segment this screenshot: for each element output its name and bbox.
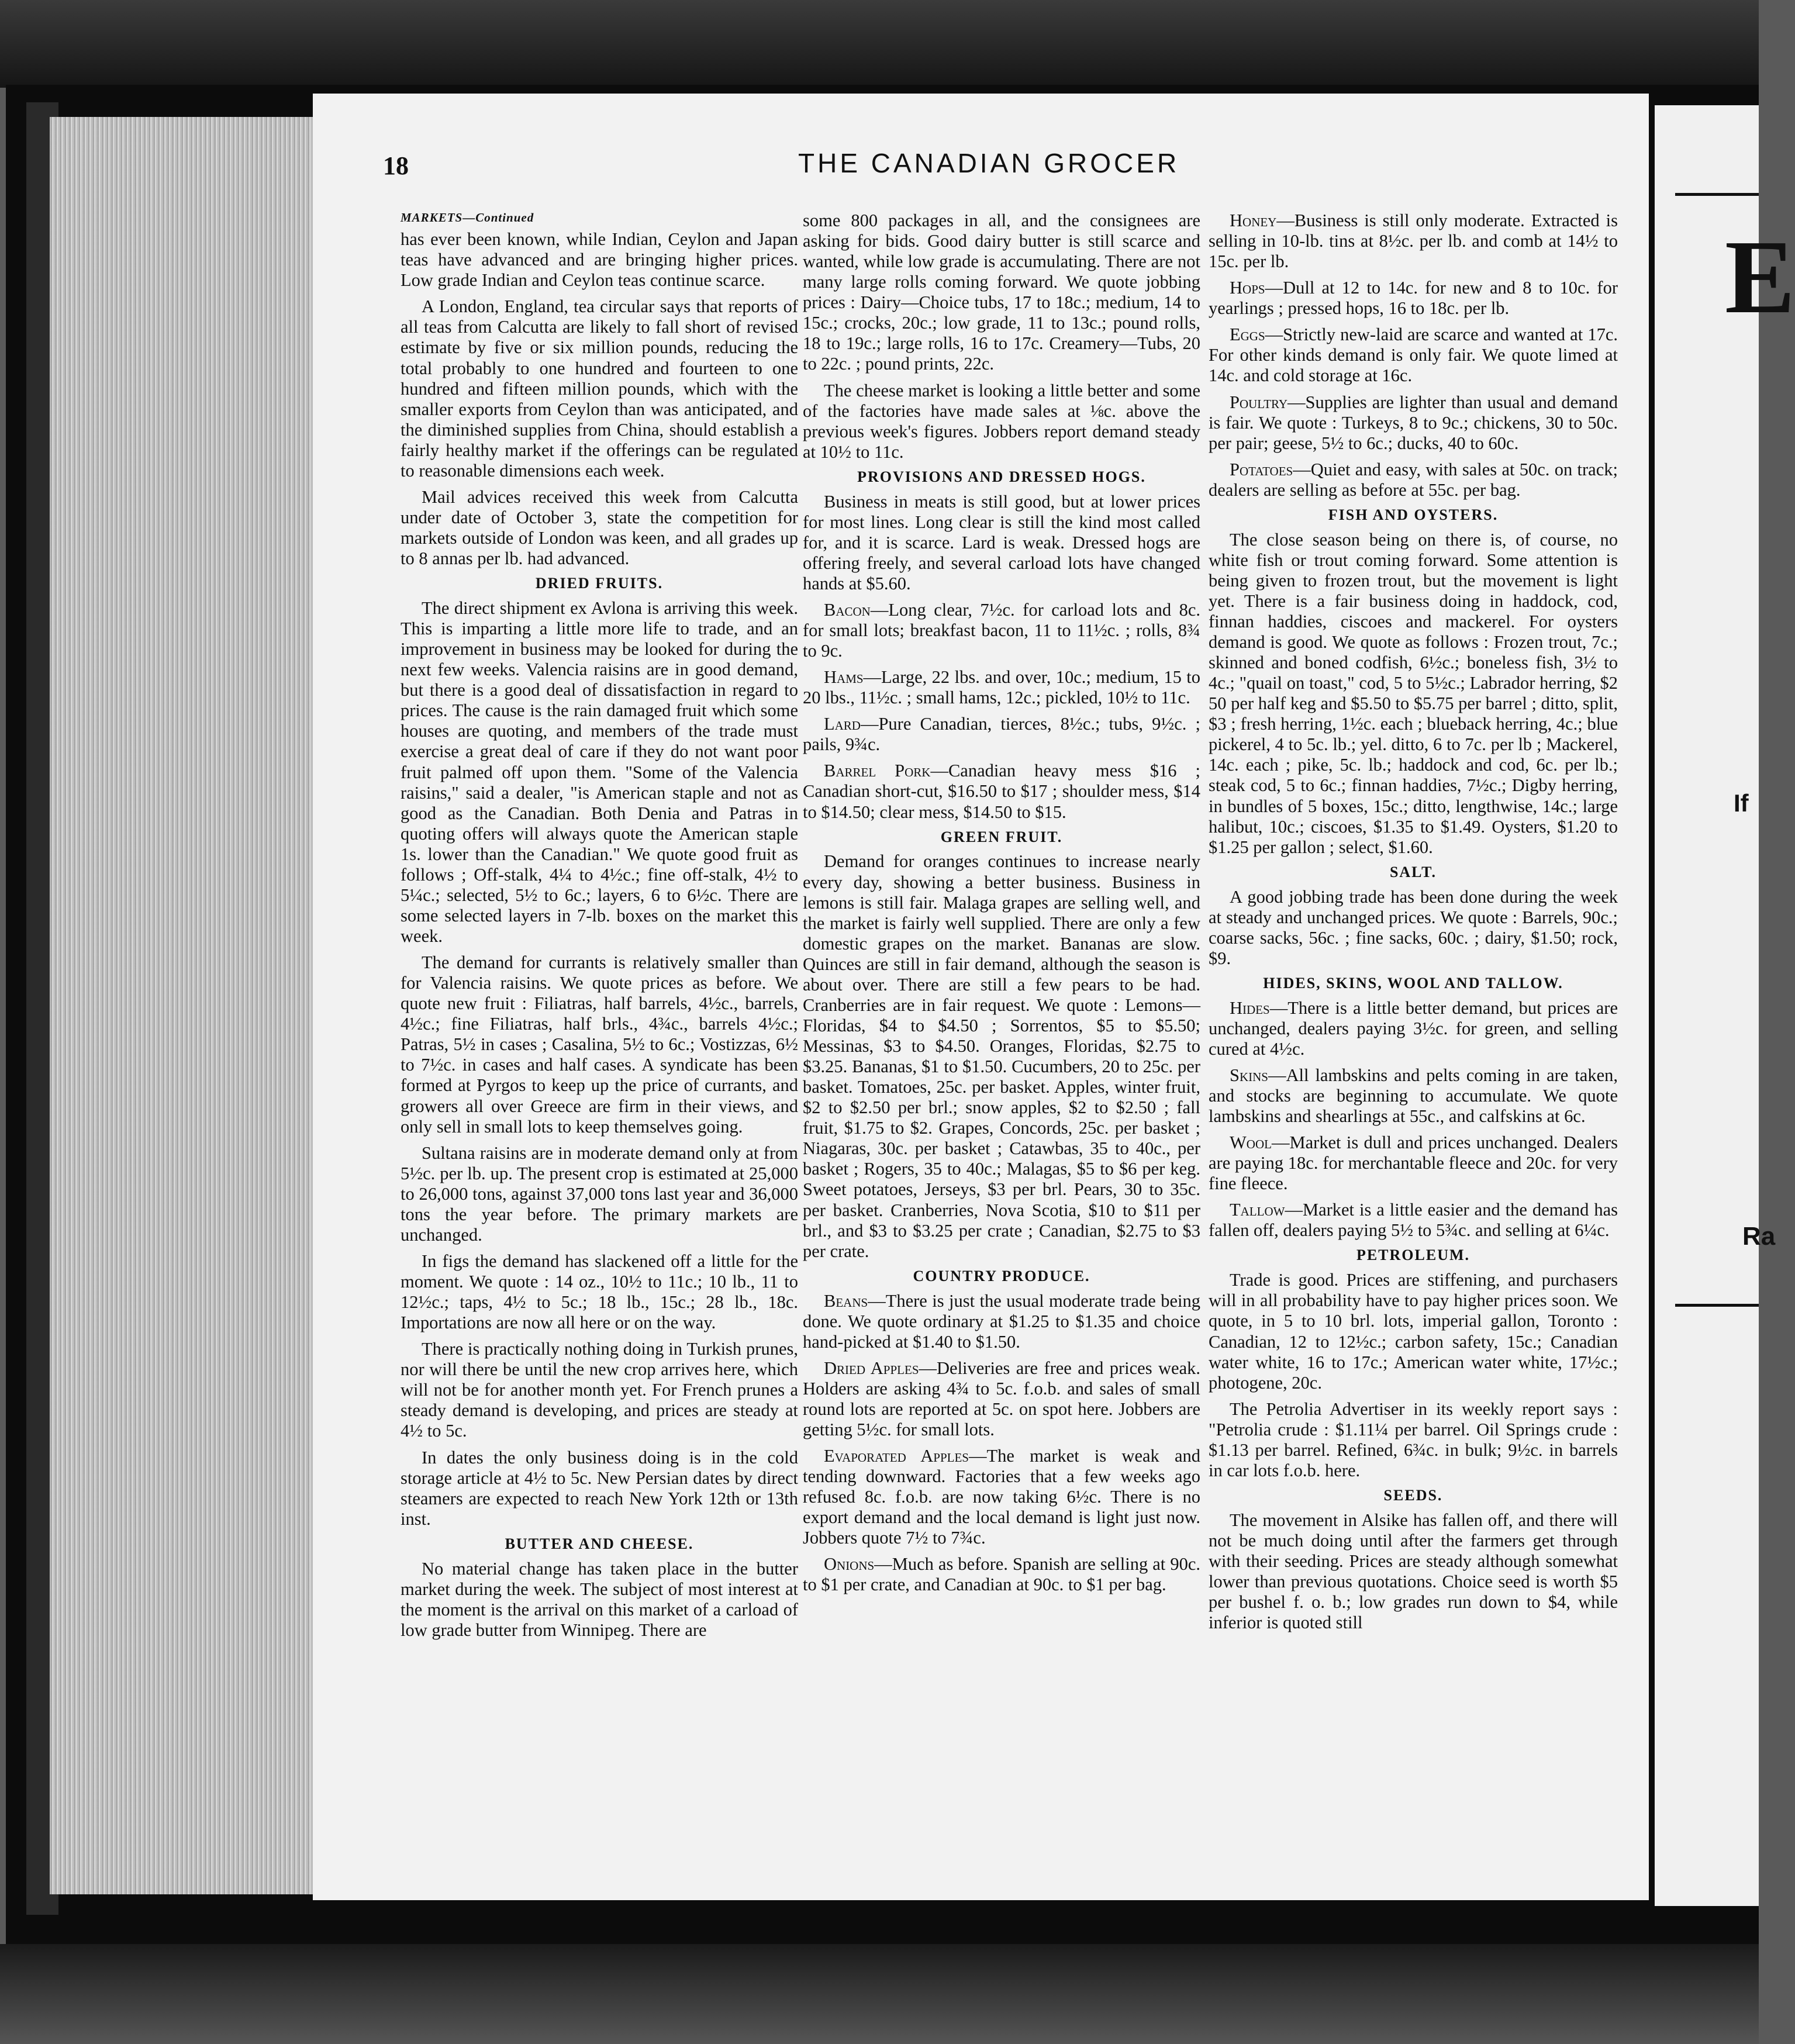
item-text: —Market is dull and prices unchanged. Dealers are paying 18c. for merchantable fleece and 20c. for very fine fleece. (1209, 1133, 1618, 1194)
adjacent-page-word: Ra (1742, 1222, 1776, 1251)
item-label: Bacon (824, 599, 871, 620)
paragraph: The movement in Alsike has fallen off, and there will not be much doing until after the farmers get through with their seeding. Prices are steady although somewhat lower than previous quotations. Choice seed is worth $5 per bushel f. o. b.; low grades run down to $4, while inferior is quoted still (1209, 1510, 1618, 1633)
paragraph: No material change has taken place in the butter market during the week. The subject of most interest at the moment is the arrival on this market of a carload of low grade butter from Winnipeg. There are (401, 1558, 798, 1640)
item-potatoes (1209, 460, 1618, 500)
item-text: —Canadian heavy mess $16 ; Canadian short-cut, $16.50 to $17 ; shoulder mess, $14 to $14.50; clear mess, $14.50 to $15. (803, 761, 1200, 822)
section-heading-hides: HIDES, SKINS, WOOL AND TALLOW. (1263, 974, 1563, 992)
column-1 (401, 210, 798, 1646)
item-text: —Long clear, 7½c. for carload lots and 8c. for small lots; breakfast bacon, 11 to 11½c. ; rolls, 8¾ to 9c. (803, 599, 1200, 661)
paragraph: In dates the only business doing is in the cold storage article at 4½ to 5c. New Persian dates by direct steamers are expected to reach New York 12th or 13th inst. (401, 1447, 798, 1529)
page-number: 18 (383, 151, 409, 180)
paragraph: The demand for currants is relatively smaller than for Valencia raisins. We quote prices as before. We quote new fruit : Filiatras, half barrels, 4½c., barrels, 4½c.; fine Filiatras, half brls., 4¾c., barrels 4½c.; Patras, 5½ in cases ; Casalina, 5½ to 6c.; Vostizzas, 6½ to 7½c. in cases and half cases. A syndicate has been formed at Pyrgos to keep up the price of currants, and growers all over Greece are firm in their views, and only sell in small lots to keep themselves going. (401, 952, 798, 1137)
item-beans (803, 1291, 1200, 1352)
item-bacon (803, 600, 1200, 661)
item-hides (1209, 998, 1618, 1059)
item-skins (1209, 1065, 1618, 1127)
paragraph: The direct shipment ex Avlona is arriving this week. This is imparting a little more life to trade, and an improvement in business may be looked for during the next few weeks. Valencia raisins are in good demand, but there is a good deal of dissatisfaction in regard to prices. The cause is the rain damaged fruit which some houses are quoting, and members of the trade must exercise a great deal of care if they do not want poor fruit palmed off upon them. "Some of the Valencia raisins," said a dealer, "is American staple and not as good as the Canadian. Both Denia and Patras in quoting offers will always quote the American staple 1s. lower than the Canadian." We quote good fruit as follows ; Off-stalk, 4¼ to 4½c.; fine off-stalk, 4½ to 5¼c.; selected, 5½ to 6c.; layers, 6 to 6½c. There are some selected layers in 7-lb. boxes on the market this week. (401, 598, 798, 947)
scan-background-top (0, 0, 1759, 88)
paragraph: Business in meats is still good, but at lower prices for most lines. Long clear is still the kind most called for, and it is scarce. Lard is weak. Dressed hogs are offering freely, and several carload lots have changed hands at $5.60. (803, 491, 1200, 593)
item-onions (803, 1554, 1200, 1595)
paragraph: The cheese market is looking a little better and some of the factories have made sales at ⅛c. above the previous week's figures. Jobbers report demand steady at 10½ to 11c. (803, 380, 1200, 462)
masthead-title: THE CANADIAN GROCER (798, 148, 1180, 178)
item-hops (1209, 278, 1618, 319)
item-text: —Dull at 12 to 14c. for new and 8 to 10c. for yearlings ; pressed hops, 16 to 18c. per lb. (1209, 278, 1618, 319)
section-heading-dried-fruits: DRIED FRUITS. (535, 575, 664, 592)
adjacent-page-rule (1675, 193, 1759, 196)
item-label: Beans (824, 1290, 868, 1311)
paragraph: Demand for oranges continues to increase nearly every day, showing a better business. Business in lemons is still fair. Malaga grapes are selling well, and the market is fairly well supplied. There are only a few domestic grapes on the market. Bananas are slow. Quinces are still in fair demand, although the season is about over. There are still a few pears to be had. Cranberries are in fair request. We quote : Lemons—Floridas, $4 to $4.50 ; Sorrentos, $5 to $5.50; Messinas, $3 to $4.50. Oranges, Floridas, $2.75 to $3.25. Bananas, $1 to $1.50. Cucumbers, 20 to 25c. per basket. Tomatoes, 25c. per basket. Apples, winter fruit, $2 to $2.50 per brl.; snow apples, $2 to $2.50 ; fall fruit, $1.75 to $2. Grapes, Concords, 25c. per basket ; Niagaras, 30c. per basket ; Catawbas, 35 to 40c., per basket ; Rogers, 35 to 40c.; Malagas, $5 to $6 per keg. Sweet potatoes, Jerseys, $3 per brl. Pears, 30 to 35c. per basket. Cranberries, Nova Scotia, $10 to $11 per brl., and $3 to $3.25 per crate ; Canadian, $2.75 to $3 per crate. (803, 851, 1200, 1261)
paragraph: some 800 packages in all, and the consignees are asking for bids. Good dairy butter is still scarce and wanted, while low grade is accumulating. There are not many large rolls coming forward. We quote jobbing prices : Dairy—Choice tubs, 17 to 18c.; medium, 14 to 15c.; crocks, 20c.; low grade, 11 to 13c.; pound rolls, 18 to 19c.; large rolls, 16 to 17c. Creamery—Tubs, 20 to 22c. ; pound prints, 22c. (803, 210, 1200, 374)
item-barrel-pork (803, 761, 1200, 822)
paragraph: There is practically nothing doing in Turkish prunes, nor will there be until the new crop arrives here, which will not be for another month yet. For French prunes a steady demand is developing, and prices are steady at 4½ to 5c. (401, 1339, 798, 1441)
item-text: —There is a little better demand, but prices are unchanged, dealers paying 3½c. for green, and selling cured at 4½c. (1209, 997, 1618, 1059)
newspaper-page (313, 94, 1649, 1900)
section-heading-salt: SALT. (1389, 863, 1437, 881)
paragraph: In figs the demand has slackened off a little for the moment. We quote : 14 oz., 10½ to 11c.; 10 lb., 11 to 12½c.; taps, 4½ to 5c.; 18 lb., 15c.; 28 lb., 18c. Importations are now all here or on the way. (401, 1251, 798, 1333)
item-label: Hops (1230, 278, 1265, 298)
item-tallow (1209, 1200, 1618, 1241)
item-text: —Strictly new-laid are scarce and wanted at 17c. For other kinds demand is only fair. We quote limed at 14c. and cold storage at 16c. (1209, 324, 1618, 386)
item-wool (1209, 1133, 1618, 1194)
item-honey (1209, 210, 1618, 272)
item-text: —Deliveries are free and prices weak. Holders are asking 4¾ to 5c. f.o.b. and sales of small round lots are reported at 5c. on spot here. Jobbers are getting 5½c. for small lots. (803, 1358, 1200, 1439)
item-label: Lard (824, 714, 861, 734)
item-poultry (1209, 392, 1618, 454)
paragraph: A good jobbing trade has been done during the week at steady and unchanged prices. We quote : Barrels, 90c.; coarse sacks, 56c. ; fine sacks, 60c. ; dairy, $1.50; rock, $9. (1209, 886, 1618, 968)
item-eggs (1209, 324, 1618, 386)
paragraph: The close season being on there is, of course, no white fish or trout coming forward. Some attention is being given to frozen trout, but the movement is light yet. There is a fair business doing in haddock, cod, finnan haddies, ciscoes and mackerel. For oysters demand is good. We quote as follows : Frozen trout, 7c.; skinned and boned codfish, 6½c.; boneless fish, 3½ to 4c.; "quail on toast," cod, 5 to 5½c.; Labrador herring, $2 50 per half keg and $5.50 to $5.75 per barrel ; ditto, split, $3 ; fresh herring, 1½c. each ; blueback herring, 4c.; blue pickerel, 4 to 5c. lb.; yel. ditto, 6 to 7c. per lb ; Mackerel, 14c. each ; pike, 5c. lb.; haddock and cod, 6c. per lb.; steak cod, 5 to 6c.; finnan haddies, 7½c.; Digby herring, in bundles of 5 boxes, 15c.; ditto, lengthwise, 14c.; large halibut, 10c.; ciscoes, $1.35 to $1.49. Oysters, $1.20 to $1.25 per gallon ; select, $1.60. (1209, 529, 1618, 857)
column-3 (1209, 210, 1618, 1639)
item-label: Eggs (1230, 324, 1265, 345)
item-text: —Large, 22 lbs. and over, 10c.; medium, 15 to 20 lbs., 11½c. ; small hams, 12c.; pickled, 10½ to 11c. (803, 667, 1200, 708)
item-label: Evaporated Apples (824, 1446, 969, 1466)
section-heading-fish-oysters: FISH AND OYSTERS. (1328, 506, 1499, 523)
continued-label: MARKETS—Continued (401, 210, 534, 225)
paragraph: Mail advices received this week from Calcutta under date of October 3, state the competition for markets outside of London was keen, and all grades up to 8 annas per lb. had advanced. (401, 486, 798, 569)
item-text: —Quiet and easy, with sales at 50c. on track; dealers are selling as before at 55c. per bag. (1209, 459, 1618, 500)
item-hams (803, 667, 1200, 708)
item-text: —Much as before. Spanish are selling at 90c. to $1 per crate, and Canadian at 90c. to $1 per bag. (803, 1554, 1200, 1595)
section-heading-green-fruit: GREEN FRUIT. (940, 828, 1063, 845)
adjacent-page (1655, 105, 1759, 1906)
item-label: Barrel Pork (824, 761, 931, 781)
section-heading-country-produce: COUNTRY PRODUCE. (913, 1267, 1090, 1285)
page-edges (50, 117, 313, 1894)
item-label: Honey (1230, 210, 1277, 230)
item-label: Wool (1230, 1133, 1272, 1153)
item-label: Tallow (1230, 1200, 1285, 1220)
paragraph: The Petrolia Advertiser in its weekly report says : "Petrolia crude : $1.11¼ per barrel. Oil Springs crude : $1.13 per barrel. Refined, 6¾c. in bulk; 9½c. in barrels in car lots f.o.b. here. (1209, 1399, 1618, 1480)
item-dried-apples (803, 1358, 1200, 1440)
item-text: —Pure Canadian, tierces, 8½c.; tubs, 9½c. ; pails, 9¾c. (803, 714, 1200, 755)
scan-background-bottom (0, 1944, 1759, 2044)
item-label: Dried Apples (824, 1358, 919, 1378)
section-heading-provisions: PROVISIONS AND DRESSED HOGS. (857, 468, 1146, 485)
item-text: —The market is weak and tending downward. Factories that a few weeks ago refused 8c. f.o.b. are now taking 6½c. There is no export demand and the local demand is light just now. Jobbers quote 7½ to 7¾c. (803, 1446, 1200, 1548)
paragraph: A London, England, tea circular says that reports of all teas from Calcutta are likely to fall short of revised estimate by five or six million pounds, reducing the total probably to one hundred and fourteen to one hundred and fifteen million pounds, which with the smaller exports from Ceylon than was anticipated, and the diminished supplies from China, should establish a fairly healthy market if the offerings can be regulated to reasonable dimensions each week. (401, 296, 798, 481)
item-text: —Business is still only moderate. Extracted is selling in 10-lb. tins at 8½c. per lb. and comb at 14½ to 15c. per lb. (1209, 210, 1618, 272)
item-text: —There is just the usual moderate trade being done. We quote ordinary at $1.25 to $1.35 and choice hand-picked at $1.40 to $1.50. (803, 1290, 1200, 1352)
section-heading-butter-cheese: BUTTER AND CHEESE. (505, 1535, 694, 1552)
adjacent-page-letter: E (1725, 219, 1795, 335)
section-heading-seeds: SEEDS. (1383, 1486, 1443, 1504)
item-label: Hides (1230, 997, 1270, 1018)
adjacent-page-word: If (1734, 789, 1749, 817)
column-2 (803, 210, 1200, 1601)
item-label: Poultry (1230, 392, 1288, 412)
section-heading-petroleum: PETROLEUM. (1356, 1247, 1470, 1264)
item-lard (803, 714, 1200, 755)
item-label: Hams (824, 667, 864, 688)
item-evaporated-apples (803, 1446, 1200, 1548)
item-label: Potatoes (1230, 459, 1293, 479)
item-label: Onions (824, 1554, 875, 1575)
paragraph: Sultana raisins are in moderate demand only at from 5½c. per lb. up. The present crop is estimated at 25,000 to 26,000 tons, against 37,000 tons last year and 36,000 tons the year before. The primary markets are unchanged. (401, 1142, 798, 1245)
paragraph: Trade is good. Prices are stiffening, and purchasers will in all probability have to pay higher prices soon. We quote, in 5 to 10 brl. lots, imperial gallon, Toronto : Canadian, 12 to 12½c.; carbon safety, 15c.; Canadian water white, 16 to 17c.; American water white, 17½c.; photogene, 20c. (1209, 1270, 1618, 1393)
item-text: —Supplies are lighter than usual and demand is fair. We quote : Turkeys, 8 to 9c.; chickens, 30 to 50c. per pair; geese, 5½ to 6c.; ducks, 40 to 60c. (1209, 392, 1618, 453)
item-text: —Market is a little easier and the demand has fallen off, dealers paying 5½ to 5¾c. and selling at 6¼c. (1209, 1200, 1618, 1241)
item-label: Skins (1230, 1065, 1268, 1085)
adjacent-page-rule (1675, 1304, 1759, 1307)
paragraph: has ever been known, while Indian, Ceylon and Japan teas have advanced and are bringing higher prices. Low grade Indian and Ceylon teas continue scarce. (401, 229, 798, 291)
item-text: —All lambskins and pelts coming in are taken, and stocks are beginning to accumulate. We quote lambskins and shearlings at 55c., and calfskins at 6c. (1209, 1065, 1618, 1127)
